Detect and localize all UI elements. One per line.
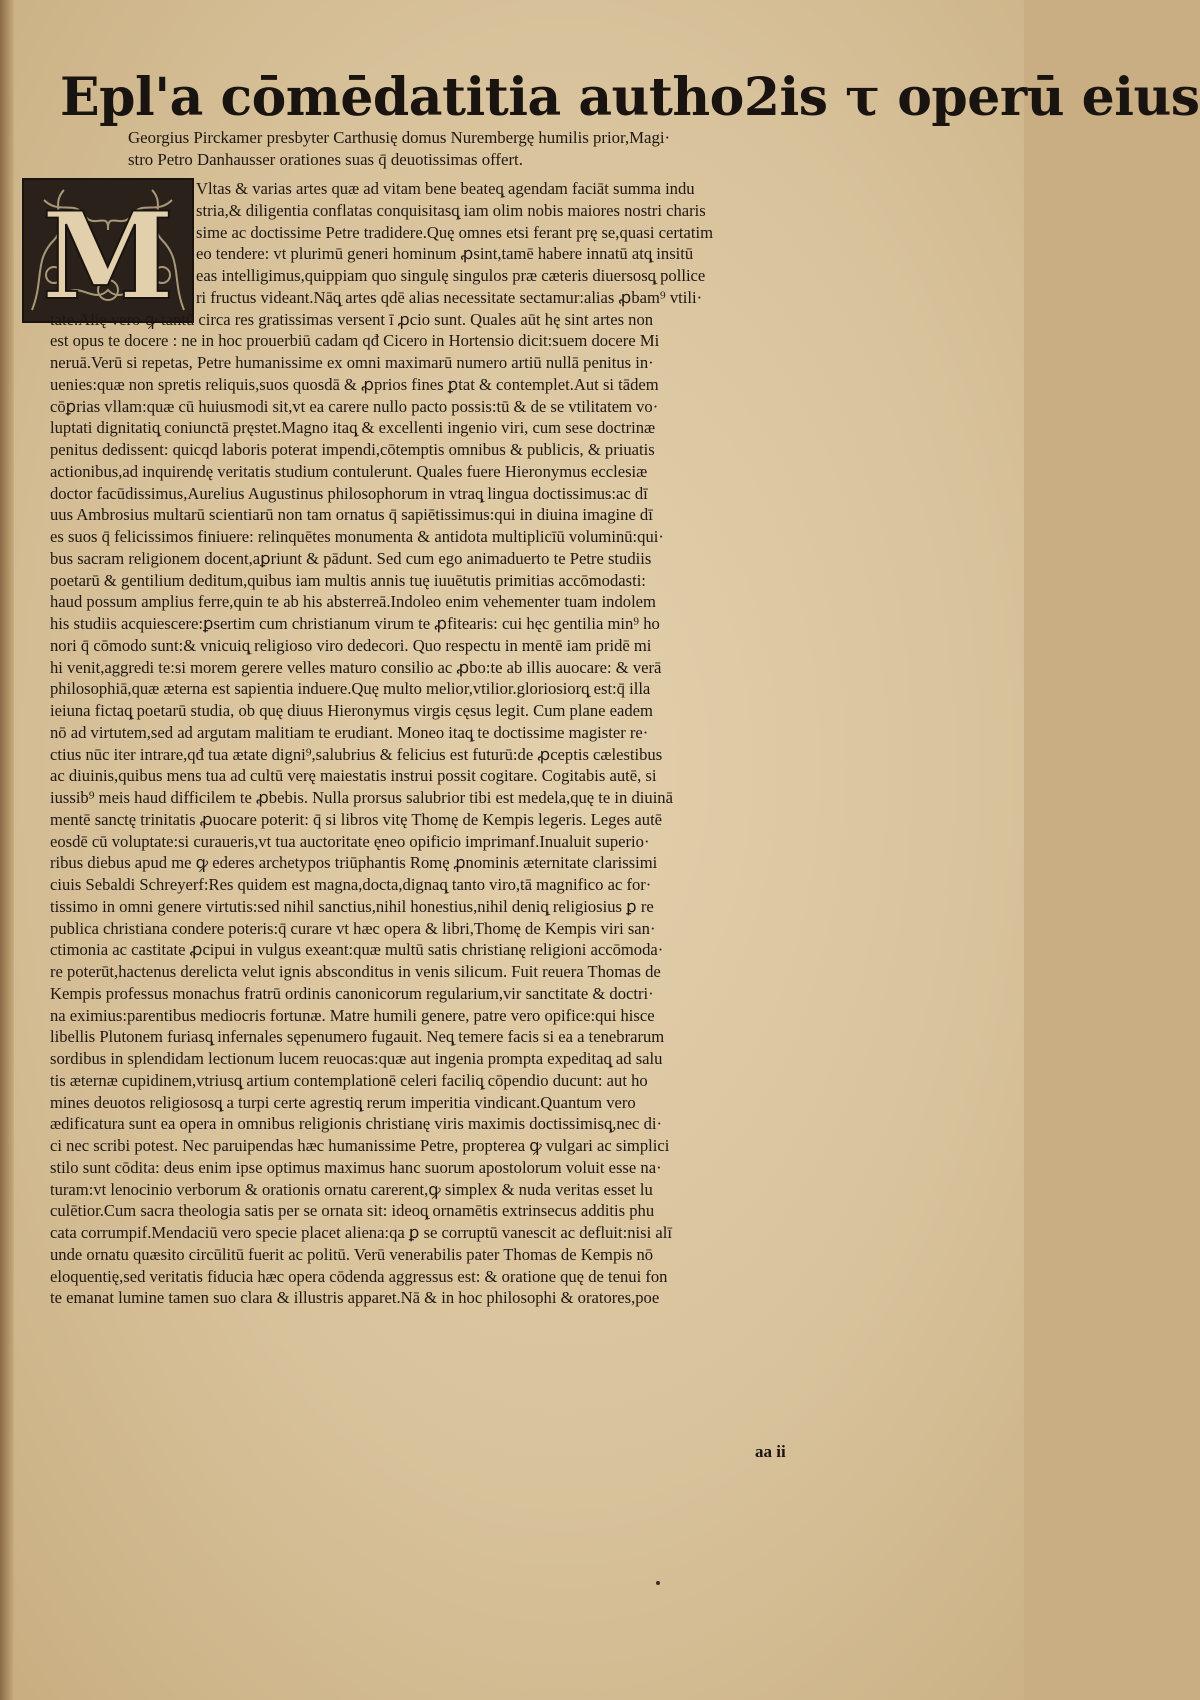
text-line: tate.Alię vero ꝙ tantū circa res gratissimas versent ī ꝓcio sunt. Quales aūt hę sint artes non [50, 309, 654, 329]
text-line: cōꝑrias vllam:quæ cū huiusmodi sit,vt ea carere nullo pacto possis:tū & de se vtilitatem vo· [50, 396, 659, 416]
text-line: stria,& diligentia conflatas conquisitasq̨ iam olim nobis maiores nostri charis [196, 200, 706, 220]
text-line: uenies:quæ non spretis reliquis,suos quosdā & ꝓprios fines ꝑtat & contemplet.Aut si tādem [50, 374, 659, 394]
text-line: eo tendere: vt plurimū generi hominum ꝓsint,tamē habere innatū atq̨ insitū [196, 244, 694, 264]
text-line: nō ad virtutem,sed ad argutam malitiam te erudiant. Moneo itaq̨ te doctissime magister re· [50, 722, 649, 742]
text-line: iussib⁹ meis haud difficilem te ꝓbebis. Nulla prorsus salubrior tibi est medela,quę te in diuinā [50, 788, 673, 807]
text-line: tissimo in omni genere virtutis:sed nihil sanctius,nihil honestius,nihil deniq̨ religiosius ꝑ re [50, 896, 654, 916]
text-line: ieiuna fictaq̨ poetarū studia, ob quę diuus Hieronymus virgis cęsus legit. Cum plane eadem [50, 701, 653, 720]
signature-mark: aa ii [755, 1442, 786, 1461]
text-line: ctius nūc iter intrare,qđ tua ætate digni⁹,salubrius & felicius est futurū:de ꝓceptis cælestibus [50, 744, 663, 764]
text-line: te emanat lumine tamen suo clara & illustris apparet.Nā & in hoc philosophi & oratores,poe [50, 1288, 660, 1308]
page-title: Epl'a cōmēdatitia autho2is τ operū eius [60, 67, 1200, 128]
body-text [50, 178, 945, 1309]
text-line: mines deuotos religiososq̨ a turpi certe agrestiq̨ rerum imperitia vindicant.Quantum vero [50, 1092, 636, 1112]
text-line: eosdē cū voluptate:si curaueris,vt tua auctoritate ęneo opificio imprimanf.Inualuit superio· [50, 831, 650, 851]
text-line: doctor facūdissimus,Aurelius Augustinus philosophorum in vtraq̨ lingua doctissimus:ac dī [50, 483, 648, 503]
text-line: es suos q̄ felicissimos finiuere: relinquētes monumenta & antidota multiplicīū voluminū:qui· [50, 527, 664, 546]
text-line: ac diuinis,quibus mens tua ad cultū verę maiestatis instrui possit cogitare. Cogitabis autē, si [50, 766, 657, 786]
text-line: est opus te docere : ne in hoc prouerbiū cadam qđ Cicero in Hortensio dicit:suem docere Mi [50, 331, 660, 351]
text-line: eas intelligimus,quippiam quo singulę singulos præ cæteris diuersosq̨ pollice [196, 266, 706, 285]
text-line: actionibus,ad inquirendę veritatis studium contulerunt. Quales fuere Hieronymus ecclesiæ [50, 461, 648, 481]
text-line: neruā.Verū si repetas, Petre humanissime ex omni maximarū numero artiū nullā penitus in· [50, 353, 654, 372]
text-line: eloquentię,sed veritatis fiducia hæc opera cōdenda aggressus est: & oratione quę de tenui fon [50, 1266, 668, 1286]
text-line: poetarū & gentilium deditum,quibus iam multis annis tuę iuuētutis primitias accōmodasti: [50, 570, 646, 590]
text-line: cata corrumpif.Mendaciū vero specie placet aliena:qa ꝑ se corruptū vanescit ac defluit:nisi alī [50, 1223, 672, 1242]
text-line: mentē sanctę trinitatis ꝓuocare poterit: q̄ si libros vitę Thomę de Kempis legeris. Leges autē [50, 809, 663, 829]
text-line: Vltas & varias artes quæ ad vitam bene beateq̨ agendam faciāt summa indu [196, 179, 695, 198]
text-line: nori q̄ cōmodo sunt:& vnicuiq̨ religioso viro dedecori. Quo respectu in mentē iam pridē mi [50, 635, 652, 655]
text-line: sordibus in splendidam lectionum lucem reuocas:quæ aut ingenia prompta expeditaq̨ ad salu [50, 1049, 663, 1068]
ink-dot [656, 1581, 660, 1585]
text-line: publica christiana condere poteris:q̄ curare vt hæc opera & libri,Thomę de Kempis viri san· [50, 918, 656, 938]
text-line: tis æternæ cupidinem,vtriusq̨ artium contemplationē celeri faciliq̨ cōpendio ducunt: aut ho [50, 1070, 648, 1090]
text-line: stilo sunt cōdita: deus enim ipse optimus maximus hanc suorum apostolorum voluit esse na· [50, 1157, 662, 1177]
text-line: philosophiā,quæ æterna est sapientia induere.Quę multo melior,vtilior.gloriosiorq̨ est:q̄ illa [50, 679, 651, 699]
text-line: na eximius:parentibus mediocris fortunæ. Matre humili genere, patre vero opifice:qui hisce [50, 1005, 655, 1025]
text-line: Kempis professus monachus fratrū ordinis canonicorum regularium,vir sanctitate & doctri· [50, 983, 654, 1003]
text-line: his studiis acquiescere:ꝑsertim cum christianum virum te ꝓfitearis: cui hęc gentilia min⁹ ho [50, 614, 660, 633]
text-line: ciuis Sebaldi Schreyerf:Res quidem est magna,docta,dignaq̨ tanto viro,tā magnifico ac for· [50, 875, 652, 894]
text-line: bus sacram religionem docent,aꝑriunt & pādunt. Sed cum ego animaduerto te Petre studiis [50, 548, 652, 568]
initial-letter: M [41, 186, 175, 327]
text-line: penitus dedissent: quicqd laboris poterat impendi,cōtemptis omnibus & publicis, & priuatis [50, 440, 655, 459]
text-line: hi venit,aggredi te:si morem gerere velles maturo consilio ac ꝓbo:te ab illis auocare: & verā [50, 657, 662, 677]
text-line: ci nec scribi potest. Nec paruipendas hæc humanissime Petre, propterea ꝙ vulgari ac simplici [50, 1136, 670, 1155]
intro-paragraph [128, 127, 958, 171]
text-line: culētior.Cum sacra theologia satis per se ornata sit: ideoq̨ ornamētis extrinsecus additis phu [50, 1201, 655, 1221]
intro-line: Georgius Pirckamer presbyter Carthusię domus Nurembergę humilis prior,Magi· [128, 128, 671, 147]
text-line: libellis Plutonem furiasq̨ infernales sępenumero fugauit. Neq̨ temere facis si ea a tenebrarum [50, 1027, 665, 1047]
text-line: unde ornatu quæsito circūlitū fuerit ac politū. Verū venerabilis pater Thomas de Kempis nō [50, 1244, 654, 1264]
text-line: ctimonia ac castitate ꝓcipui in vulgus exeant:quæ multū satis christianę religioni accōmoda· [50, 940, 664, 960]
text-line: luptati dignitatiq̨ coniunctā pręstet.Magno itaq̨ & excellenti ingenio viri, cum sese doctrinæ [50, 418, 656, 438]
text-line: uus Ambrosius multarū scientiarū non tam ornatus q̄ sapiētissimus:qui in diuina imagine dī [50, 505, 653, 525]
text-line: sime ac doctissime Petre tradidere.Quę omnes etsi ferant prę se,quasi certatim [196, 222, 713, 242]
text-line: ædificatura sunt ea opera in omnibus religionis christianę viris maximis doctissimisq̨,nec di· [50, 1114, 663, 1134]
text-line: ribus diebus apud me ꝙ ederes archetypos triūphantis Romę ꝓnominis æternitate clarissimi [50, 853, 658, 873]
text-line: turam:vt lenocinio verborum & orationis ornatu carerent,ꝙ simplex & nuda veritas esset lu [50, 1179, 653, 1199]
intro-line: stro Petro Danhausser orationes suas q̄ deuotissimas offert. [128, 150, 523, 169]
text-line: re poterūt,hactenus derelicta velut ignis absconditus in venis silicum. Fuit reuera Thomas de [50, 962, 661, 981]
page-edge-shadow [0, 0, 14, 1700]
text-line: haud possum amplius ferre,quin te ab his absterreā.Indoleo enim vehementer tuam indolem [50, 592, 656, 612]
text-line: ri fructus videant.Nāq̨ artes qdē alias necessitate sectamur:alias ꝓbam⁹ vtili· [196, 287, 703, 307]
